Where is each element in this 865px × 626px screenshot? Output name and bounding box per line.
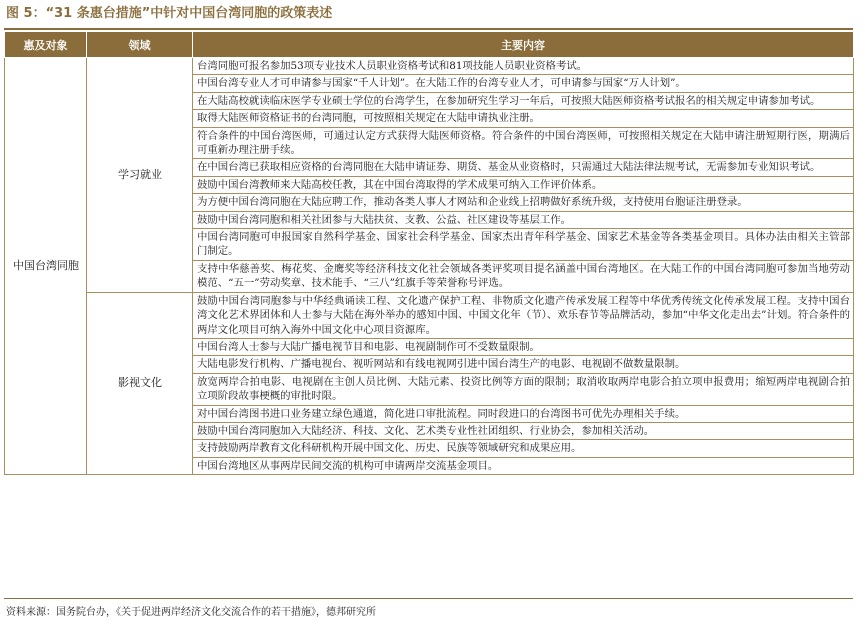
table-row: [5, 58, 854, 75]
content-cell: 鼓励中国台湾教师来大陆高校任教，其在中国台湾取得的学术成果可纳入工作评价体系。: [193, 176, 854, 193]
policy-table: [4, 31, 854, 475]
header-target: 惠及对象: [5, 32, 87, 58]
content-cell: 对中国台湾图书进口业务建立绿色通道，简化进口审批流程。同时段进口的台湾图书可优先办理相关手续。: [193, 405, 854, 422]
content-cell: 鼓励中国台湾同胞参与中华经典诵读工程、文化遗产保护工程、非物质文化遗产传承发展工程等中华优秀传统文化传承发展工程。支持中国台湾文化艺术界团体和人士参与大陆在海外举办的感知中国、中国文化年（节）、欢乐春节等品牌活动，参加“中华文化走出去”计划。符合条件的两岸文化项目可纳入海外中国文化中心项目资源库。: [193, 292, 854, 338]
bottom-rule: [4, 598, 853, 599]
content-cell: 鼓励中国台湾同胞和相关社团参与大陆扶贫、支教、公益、社区建设等基层工作。: [193, 211, 854, 228]
content-cell: 中国台湾地区从事两岸民间交流的机构可申请两岸交流基金项目。: [193, 457, 854, 474]
content-cell: 鼓励中国台湾同胞加入大陆经济、科技、文化、艺术类专业性社团组织、行业协会，参加相关活动。: [193, 422, 854, 439]
content-cell: 台湾同胞可报名参加53项专业技术人员职业资格考试和81项技能人员职业资格考试。: [193, 58, 854, 75]
content-cell: 支持鼓励两岸教育文化科研机构开展中国文化、历史、民族等领域研究和成果应用。: [193, 440, 854, 457]
content-cell: 在中国台湾已获取相应资格的台湾同胞在大陆申请证券、期货、基金从业资格时，只需通过大陆法律法规考试，无需参加专业知识考试。: [193, 159, 854, 176]
content-cell: 放宽两岸合拍电影、电视剧在主创人员比例、大陆元素、投资比例等方面的限制；取消收取两岸电影合拍立项申报费用；缩短两岸电视剧合拍立项阶段故事梗概的审批时限。: [193, 373, 854, 405]
header-content: 主要内容: [193, 32, 854, 58]
content-cell: 为方便中国台湾同胞在大陆应聘工作，推动各类人事人才网站和企业线上招聘做好系统升级，支持使用台胞证注册登录。: [193, 194, 854, 211]
table-header-row: [5, 32, 854, 58]
domain-cell: 学习就业: [87, 58, 193, 293]
header-domain: 领域: [87, 32, 193, 58]
table-row: [5, 292, 854, 338]
content-cell: 中国台湾专业人才可申请参与国家“千人计划”。在大陆工作的台湾专业人才，可申请参与国家“万人计划”。: [193, 75, 854, 92]
content-cell: 中国台湾同胞可申报国家自然科学基金、国家社会科学基金、国家杰出青年科学基金、国家艺术基金等各类基金项目。具体办法由相关主管部门制定。: [193, 229, 854, 261]
table-body: [5, 58, 854, 475]
target-group-cell: 中国台湾同胞: [5, 58, 87, 475]
source-note: 资料来源：国务院台办，《关于促进两岸经济文化交流合作的若干措施》，德邦研究所: [6, 607, 376, 618]
content-cell: 支持中华慈善奖、梅花奖、金鹰奖等经济科技文化社会领域各类评奖项目提名涵盖中国台湾地区。在大陆工作的中国台湾同胞可参加当地劳动模范、“五一”劳动奖章、技术能手、“三八”红旗手等荣誉称号评选。: [193, 260, 854, 292]
content-cell: 中国台湾人士参与大陆广播电视节目和电影、电视剧制作可不受数量限制。: [193, 338, 854, 355]
figure-caption: 图 5：“31 条惠台措施”中针对中国台湾同胞的政策表述: [6, 6, 333, 21]
content-cell: 符合条件的中国台湾医师，可通过认定方式获得大陆医师资格。符合条件的中国台湾医师，可按照相关规定在大陆申请注册短期行医，期满后可重新办理注册手续。: [193, 127, 854, 159]
content-cell: 大陆电影发行机构、广播电视台、视听网站和有线电视网引进中国台湾生产的电影、电视剧不做数量限制。: [193, 356, 854, 373]
content-cell: 在大陆高校就读临床医学专业硕士学位的台湾学生，在参加研究生学习一年后，可按照大陆医师资格考试报名的相关规定申请参加考试。: [193, 92, 854, 109]
domain-cell: 影视文化: [87, 292, 193, 474]
top-rule: [4, 28, 853, 30]
content-cell: 取得大陆医师资格证书的台湾同胞，可按照相关规定在大陆申请执业注册。: [193, 110, 854, 127]
